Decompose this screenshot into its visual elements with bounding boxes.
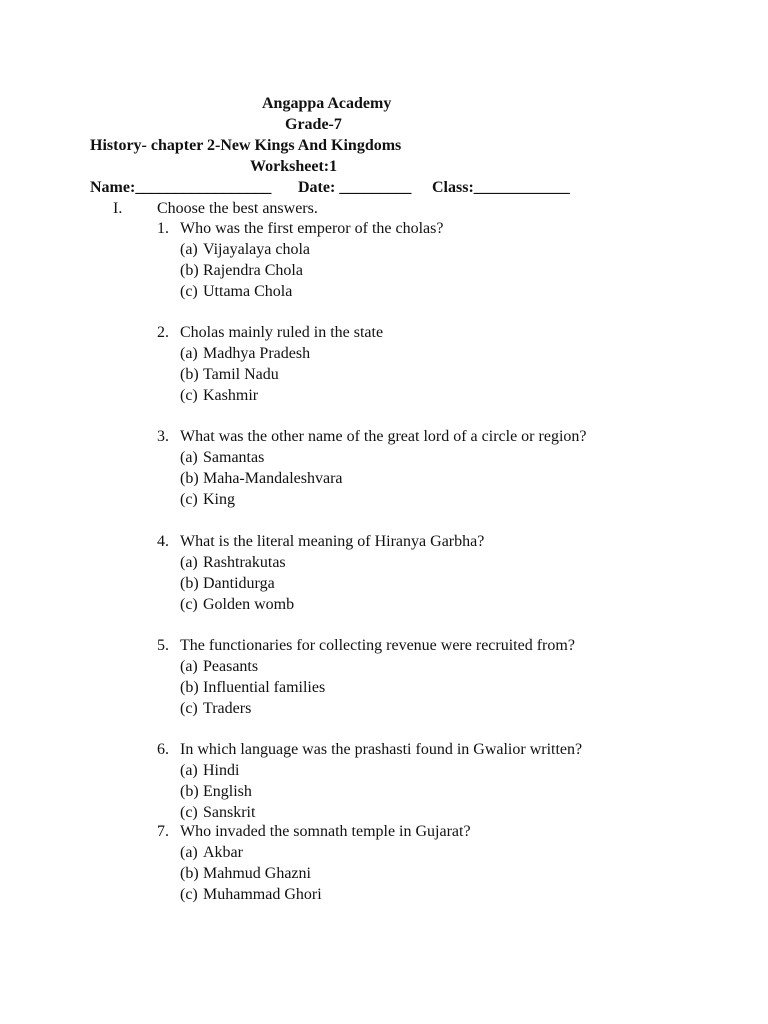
option-text: Influential families (203, 679, 326, 696)
subject-title: History- chapter 2-New Kings And Kingdoms (90, 137, 402, 154)
option-text: Traders (203, 700, 252, 717)
school-name: Angappa Academy (262, 95, 392, 112)
worksheet-label: Worksheet:1 (250, 158, 338, 175)
option-letter: (c) (180, 491, 198, 508)
question-number: 1. (157, 220, 169, 237)
question-text: What is the literal meaning of Hiranya Garbha? (180, 533, 485, 550)
option-letter: (c) (180, 596, 198, 613)
option-letter: (b) (180, 366, 199, 383)
question-text: The functionaries for collecting revenue were recruited from? (180, 637, 575, 654)
question-text: In which language was the prashasti found in Gwalior written? (180, 741, 583, 758)
question-number: 3. (157, 428, 169, 445)
option-text: Rashtrakutas (203, 554, 286, 571)
question-text: What was the other name of the great lord of a circle or region? (180, 428, 587, 445)
option-letter: (b) (180, 865, 199, 882)
section-instruction: Choose the best answers. (157, 200, 318, 217)
option-text: King (203, 491, 235, 508)
section-numeral: I. (113, 200, 123, 217)
option-text: Muhammad Ghori (203, 886, 322, 903)
option-text: Hindi (203, 762, 240, 779)
option-text: Mahmud Ghazni (203, 865, 311, 882)
option-text: English (203, 783, 252, 800)
option-letter: (a) (180, 554, 198, 571)
option-text: Sanskrit (203, 804, 256, 821)
option-text: Peasants (203, 658, 259, 675)
date-field: Date: _________ (298, 179, 412, 196)
question-number: 5. (157, 637, 169, 654)
option-text: Kashmir (203, 387, 259, 404)
question-number: 6. (157, 741, 169, 758)
option-text: Dantidurga (203, 575, 275, 592)
option-letter: (b) (180, 679, 199, 696)
option-letter: (a) (180, 241, 198, 258)
option-letter: (c) (180, 700, 198, 717)
option-letter: (c) (180, 804, 198, 821)
option-letter: (c) (180, 283, 198, 300)
option-letter: (a) (180, 762, 198, 779)
option-text: Samantas (203, 449, 265, 466)
option-letter: (c) (180, 886, 198, 903)
option-letter: (b) (180, 262, 199, 279)
option-letter: (b) (180, 575, 199, 592)
option-text: Vijayalaya chola (203, 241, 310, 258)
class-field: Class:____________ (432, 179, 570, 196)
option-letter: (c) (180, 387, 198, 404)
grade-label: Grade-7 (285, 116, 342, 133)
option-text: Madhya Pradesh (203, 345, 311, 362)
option-letter: (b) (180, 783, 199, 800)
question-text: Who invaded the somnath temple in Gujarat? (180, 823, 471, 840)
option-text: Golden womb (203, 596, 295, 613)
question-text: Who was the first emperor of the cholas? (180, 220, 444, 237)
option-text: Uttama Chola (203, 283, 293, 300)
option-letter: (b) (180, 470, 199, 487)
question-text: Cholas mainly ruled in the state (180, 324, 384, 341)
option-letter: (a) (180, 658, 198, 675)
option-text: Maha-Mandaleshvara (203, 470, 343, 487)
question-number: 4. (157, 533, 169, 550)
option-letter: (a) (180, 449, 198, 466)
option-text: Akbar (203, 844, 243, 861)
option-letter: (a) (180, 345, 198, 362)
option-letter: (a) (180, 844, 198, 861)
option-text: Tamil Nadu (203, 366, 279, 383)
question-number: 7. (157, 823, 169, 840)
option-text: Rajendra Chola (203, 262, 303, 279)
name-field: Name:_________________ (90, 179, 272, 196)
question-number: 2. (157, 324, 169, 341)
